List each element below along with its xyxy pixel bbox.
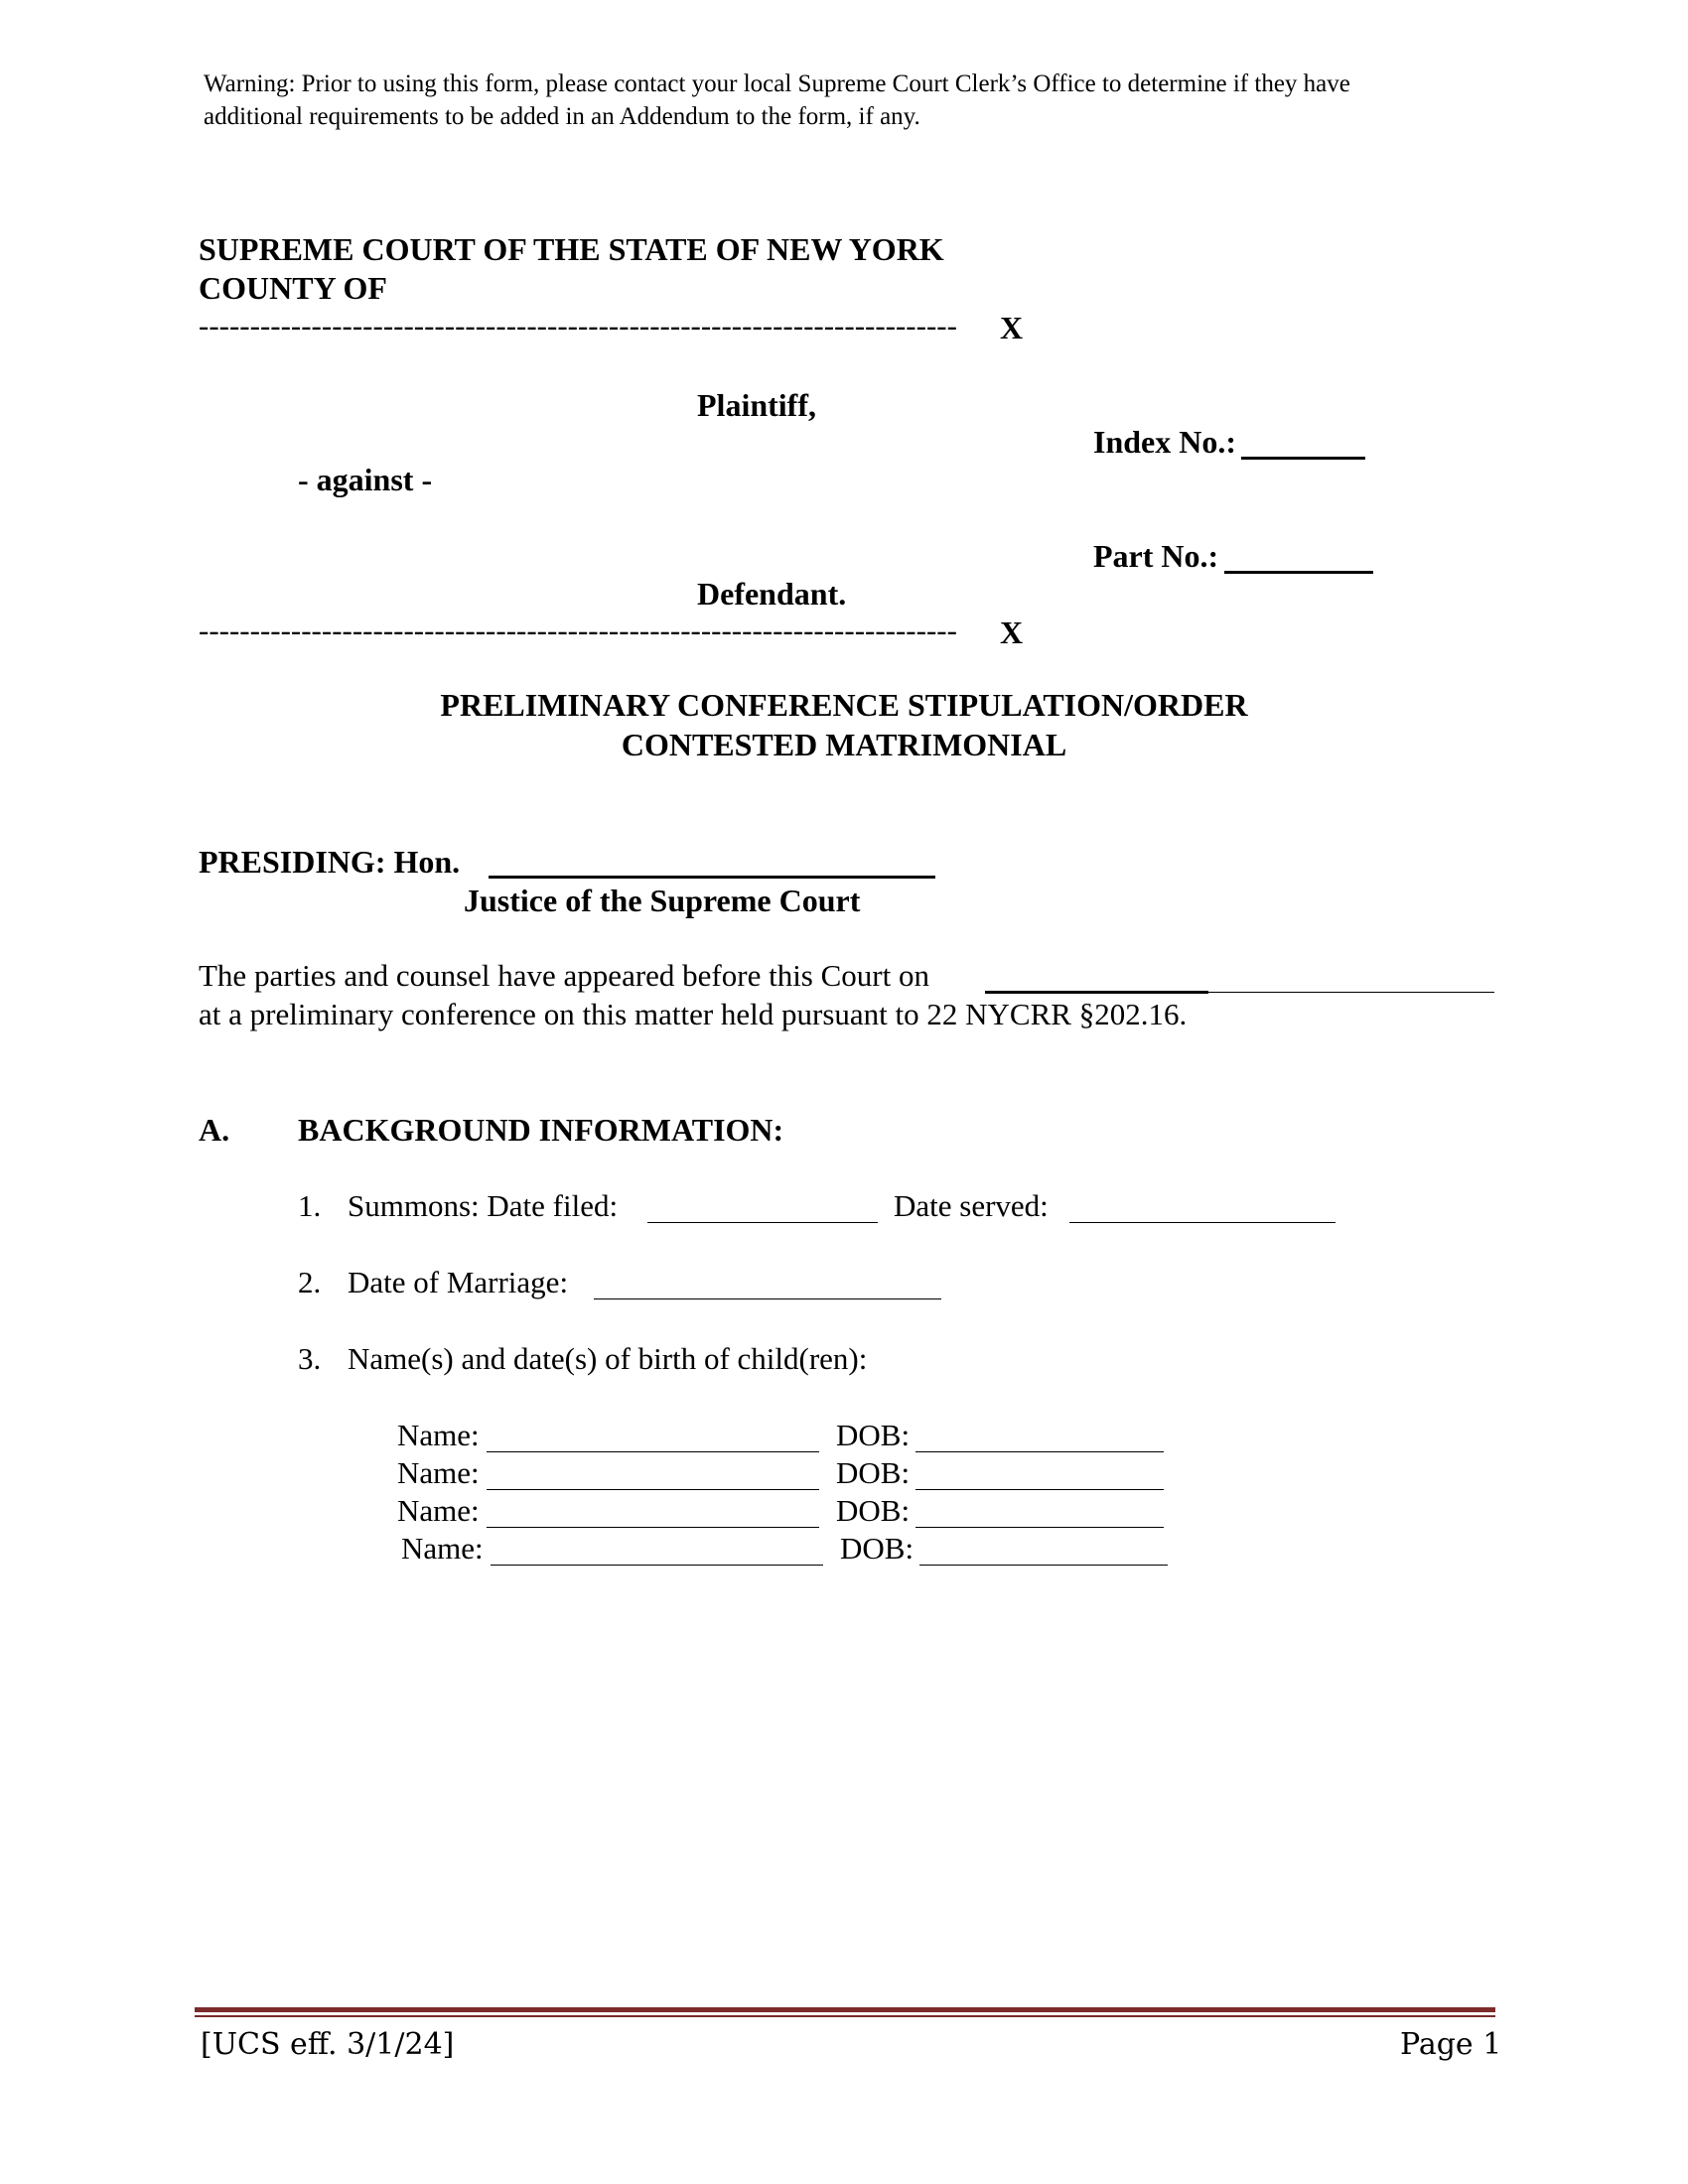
- children-label: Name(s) and date(s) of birth of child(ren):: [348, 1341, 868, 1376]
- footer-rule-thick: [195, 2007, 1495, 2012]
- justice-label: Justice of the Supreme Court: [464, 883, 861, 918]
- child-dob-label: DOB:: [836, 1455, 911, 1490]
- form-title-line-1: PRELIMINARY CONFERENCE STIPULATION/ORDER: [440, 687, 1248, 723]
- part-no-label: Part No.:: [1093, 538, 1219, 574]
- index-no-label: Index No.:: [1093, 424, 1237, 460]
- form-title-line-2: CONTESTED MATRIMONIAL: [621, 727, 1067, 762]
- summons-date-served-label: Date served:: [894, 1188, 1049, 1223]
- footer-revision: [UCS eff. 3/1/24]: [201, 2027, 455, 2062]
- item-1-number: 1.: [298, 1188, 322, 1223]
- plaintiff-label: Plaintiff,: [697, 387, 816, 423]
- summons-date-filed-field[interactable]: [647, 1222, 878, 1223]
- date-of-marriage-label: Date of Marriage:: [348, 1265, 569, 1299]
- warning-line-1: Warning: Prior to using this form, please contact your local Supreme Court Clerk’s Office to determine if they have: [204, 70, 1350, 97]
- intro-line-2: at a preliminary conference on this matter held pursuant to 22 NYCRR §202.16.: [199, 997, 1188, 1031]
- against-label: - against -: [298, 462, 433, 497]
- child-name-label: Name:: [401, 1531, 484, 1566]
- summons-date-served-field[interactable]: [1069, 1222, 1336, 1223]
- child-dob-label: DOB:: [840, 1531, 914, 1566]
- date-of-marriage-field[interactable]: [594, 1298, 941, 1299]
- child-dob-label: DOB:: [836, 1418, 911, 1452]
- warning-line-2: additional requirements to be added in an Addendum to the form, if any.: [204, 103, 920, 130]
- section-a-heading: BACKGROUND INFORMATION:: [298, 1112, 784, 1148]
- child-dob-field[interactable]: [919, 1565, 1168, 1566]
- section-a-letter: A.: [199, 1112, 230, 1148]
- appearance-date-field-a[interactable]: [985, 991, 1208, 994]
- child-dob-field[interactable]: [915, 1489, 1164, 1490]
- appearance-date-field-b[interactable]: [1208, 992, 1494, 993]
- caption-dash-line-top: --------------------------------------------------------------------------: [199, 308, 957, 342]
- summons-date-filed-label: Summons: Date filed:: [348, 1188, 619, 1223]
- child-name-label: Name:: [397, 1418, 480, 1452]
- item-3-number: 3.: [298, 1341, 322, 1376]
- child-name-field[interactable]: [487, 1527, 819, 1528]
- judge-name-field[interactable]: [489, 876, 935, 879]
- index-no-field[interactable]: [1241, 457, 1365, 460]
- child-dob-field[interactable]: [915, 1451, 1164, 1452]
- item-2-number: 2.: [298, 1265, 322, 1299]
- footer-rule-thin: [195, 2015, 1495, 2017]
- footer-page-number: Page 1: [1400, 2027, 1502, 2062]
- defendant-label: Defendant.: [697, 576, 847, 612]
- caption-x-top: X: [1000, 310, 1024, 345]
- part-no-field[interactable]: [1224, 571, 1373, 574]
- child-name-label: Name:: [397, 1493, 480, 1528]
- child-name-field[interactable]: [487, 1489, 819, 1490]
- intro-line-1: The parties and counsel have appeared before this Court on: [199, 958, 929, 993]
- caption-dash-line-bottom: --------------------------------------------------------------------------: [199, 613, 957, 647]
- child-name-field[interactable]: [487, 1451, 819, 1452]
- court-name: SUPREME COURT OF THE STATE OF NEW YORK: [199, 231, 944, 267]
- child-name-label: Name:: [397, 1455, 480, 1490]
- presiding-label: PRESIDING: Hon.: [199, 844, 461, 880]
- child-dob-field[interactable]: [915, 1527, 1164, 1528]
- child-dob-label: DOB:: [836, 1493, 911, 1528]
- caption-x-bottom: X: [1000, 614, 1024, 650]
- county-label: COUNTY OF: [199, 270, 387, 306]
- child-name-field[interactable]: [491, 1565, 823, 1566]
